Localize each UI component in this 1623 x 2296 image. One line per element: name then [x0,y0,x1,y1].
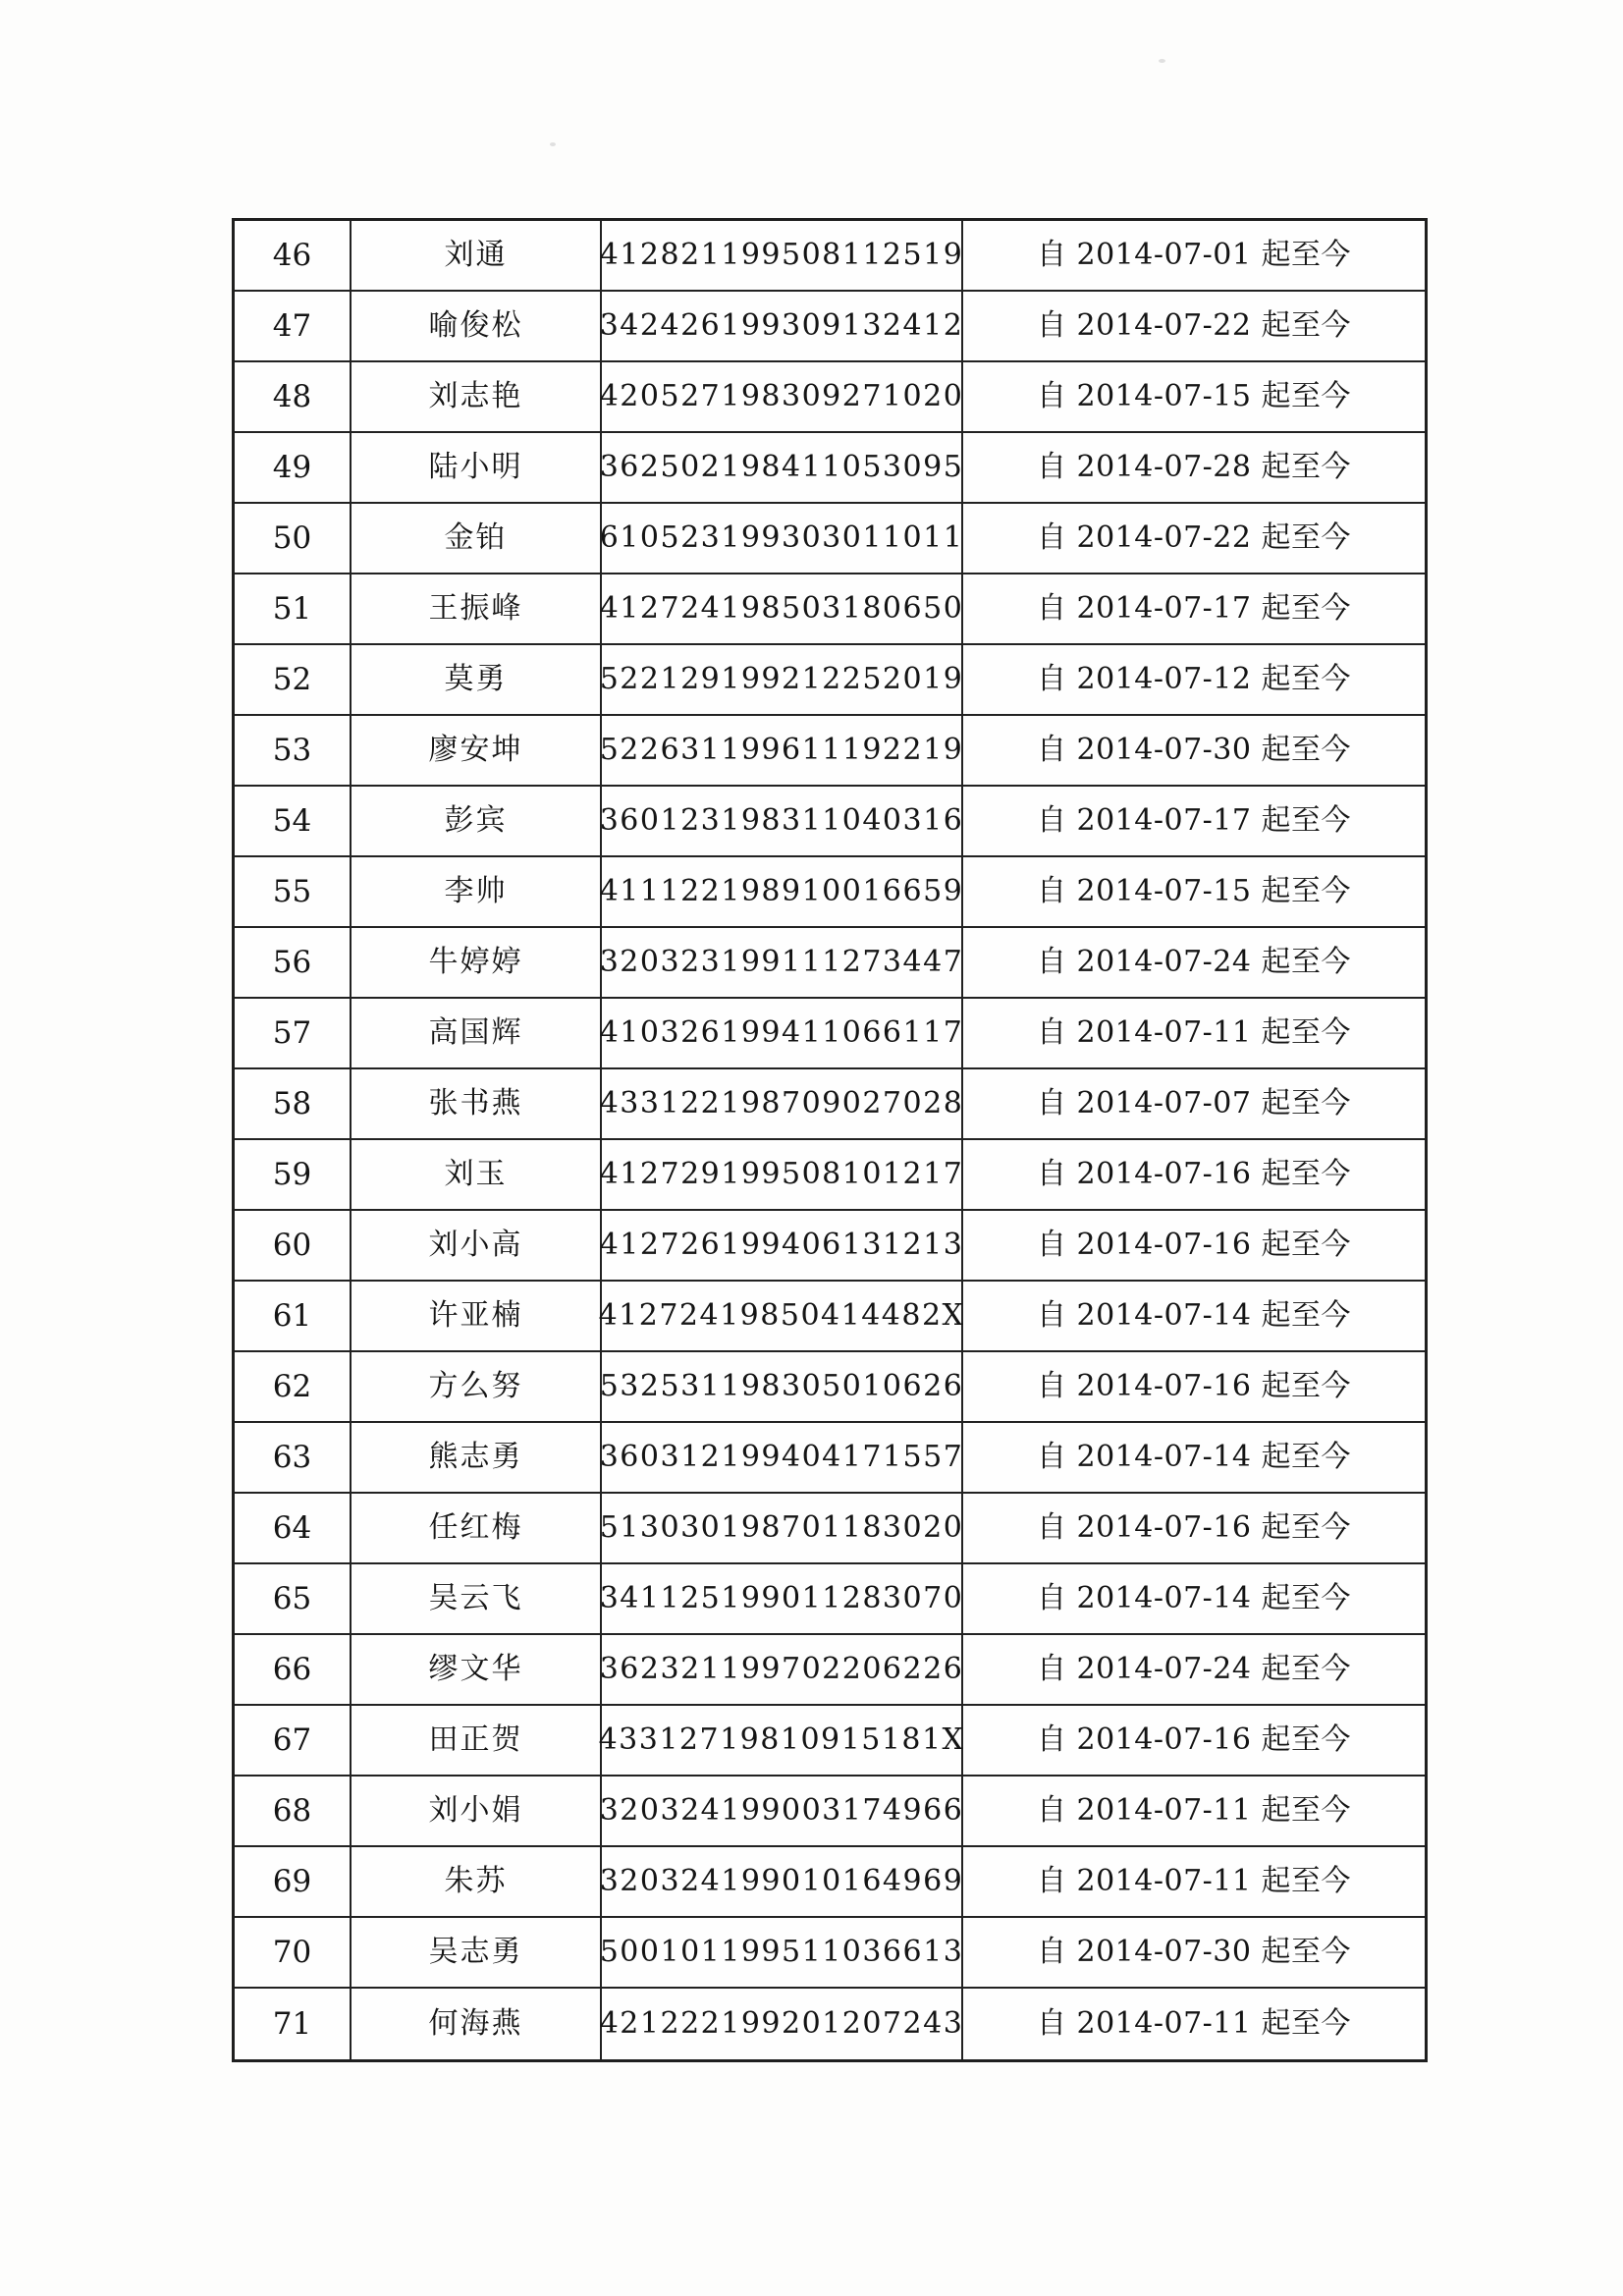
period-cell: 自 2014-07-16 起至今 [963,1352,1425,1423]
id-number-cell: 320323199111273447 [602,928,963,999]
row-number-cell: 54 [235,787,352,857]
row-number-cell: 65 [235,1564,352,1635]
period-cell: 自 2014-07-12 起至今 [963,645,1425,716]
name-cell: 任红梅 [352,1494,602,1564]
id-number-cell: 320324199003174966 [602,1777,963,1847]
id-number-cell: 342426199309132412 [602,292,963,362]
period-cell: 自 2014-07-14 起至今 [963,1423,1425,1494]
id-number-cell: 410326199411066117 [602,999,963,1069]
name-cell: 莫勇 [352,645,602,716]
period-cell: 自 2014-07-30 起至今 [963,1918,1425,1989]
id-number-cell: 360123198311040316 [602,787,963,857]
period-cell: 自 2014-07-01 起至今 [963,221,1425,292]
id-number-cell: 41272419850414482X [602,1282,963,1352]
period-cell: 自 2014-07-11 起至今 [1036,2006,1352,2041]
id-number-cell: 522129199212252019 [602,645,963,716]
id-number-cell: 421222199201207243 [602,1989,963,2059]
period-cell: 自 2014-07-24 起至今 [963,1635,1425,1706]
name-cell: 何海燕 [352,1989,602,2059]
name-cell: 熊志勇 [352,1423,602,1494]
name-cell: 金铂 [352,504,602,574]
id-number-cell: 610523199303011011 [602,504,963,574]
row-number-cell: 49 [235,433,352,504]
period-cell: 自 2014-07-22 起至今 [963,292,1425,362]
name-cell: 刘通 [352,221,602,292]
roster-table [232,218,1428,2062]
period-cell: 自 2014-07-14 起至今 [963,1564,1425,1635]
period-cell: 自 2014-07-16 起至今 [963,1706,1425,1777]
row-number-cell: 69 [235,1847,352,1918]
period-cell: 自 2014-07-15 起至今 [963,362,1425,433]
id-number-cell: 420527198309271020 [602,362,963,433]
row-number-cell: 47 [235,292,352,362]
name-cell: 刘玉 [352,1140,602,1211]
row-number-cell: 68 [235,1777,352,1847]
row-number-cell: 51 [235,574,352,645]
period-cell: 自 2014-07-24 起至今 [963,928,1425,999]
row-number-cell: 53 [235,716,352,787]
period-cell: 自 2014-07-11 起至今 [963,999,1425,1069]
id-number-cell: 412729199508101217 [602,1140,963,1211]
period-cell: 自 2014-07-11 起至今 [963,1777,1425,1847]
id-number-cell: 412724198503180650 [602,574,963,645]
name-cell: 许亚楠 [352,1282,602,1352]
id-number-cell: 532531198305010626 [602,1352,963,1423]
name-cell: 李帅 [352,857,602,928]
row-number-cell: 67 [235,1706,352,1777]
period-cell: 自 2014-07-22 起至今 [963,504,1425,574]
name-cell: 田正贺 [352,1706,602,1777]
period-cell: 自 2014-07-17 起至今 [963,574,1425,645]
name-cell: 廖安坤 [352,716,602,787]
name-cell: 张书燕 [352,1069,602,1140]
row-number-cell: 55 [235,857,352,928]
id-number-cell: 500101199511036613 [602,1918,963,1989]
row-number-cell: 60 [235,1211,352,1282]
period-cell: 自 2014-07-14 起至今 [963,1282,1425,1352]
period-cell: 自 2014-07-16 起至今 [963,1140,1425,1211]
row-number-cell: 58 [235,1069,352,1140]
id-number-cell: 320324199010164969 [602,1847,963,1918]
period-cell: 自 2014-07-11 起至今 [963,1847,1425,1918]
period-cell: 自 2014-07-16 起至今 [963,1211,1425,1282]
name-cell: 喻俊松 [352,292,602,362]
row-number-cell: 46 [235,221,352,292]
name-cell: 彭宾 [352,787,602,857]
id-number-cell: 362502198411053095 [602,433,963,504]
row-number-cell: 64 [235,1494,352,1564]
id-number-cell: 341125199011283070 [602,1564,963,1635]
row-number-cell: 48 [235,362,352,433]
scan-speck [1159,59,1165,63]
row-number-cell: 71 [235,1989,352,2059]
id-number-cell: 360312199404171557 [602,1423,963,1494]
name-cell: 刘小高 [352,1211,602,1282]
name-cell: 高国辉 [352,999,602,1069]
row-number-cell: 59 [235,1140,352,1211]
id-number-cell: 411122198910016659 [602,857,963,928]
id-number-cell: 433122198709027028 [602,1069,963,1140]
row-number-cell: 63 [235,1423,352,1494]
period-cell: 自 2014-07-16 起至今 [963,1494,1425,1564]
name-cell: 吴云飞 [352,1564,602,1635]
period-cell: 自 2014-07-17 起至今 [963,787,1425,857]
id-number-cell: 43312719810915181X [602,1706,963,1777]
name-cell: 刘小娟 [352,1777,602,1847]
row-number-cell: 66 [235,1635,352,1706]
row-number-cell: 56 [235,928,352,999]
row-number-cell: 50 [235,504,352,574]
row-number-cell: 70 [235,1918,352,1989]
period-cell: 自 2014-07-07 起至今 [963,1069,1425,1140]
period-cell: 自 2014-07-30 起至今 [963,716,1425,787]
id-number-cell: 522631199611192219 [602,716,963,787]
name-cell: 陆小明 [352,433,602,504]
id-number-cell: 412821199508112519 [602,221,963,292]
id-number-cell: 362321199702206226 [602,1635,963,1706]
name-cell: 吴志勇 [352,1918,602,1989]
row-number-cell: 52 [235,645,352,716]
scan-speck [550,142,556,146]
row-number-cell: 62 [235,1352,352,1423]
period-cell: 自 2014-07-28 起至今 [963,433,1425,504]
id-number-cell: 412726199406131213 [602,1211,963,1282]
row-number-cell: 61 [235,1282,352,1352]
name-cell: 王振峰 [352,574,602,645]
name-cell: 方么努 [352,1352,602,1423]
name-cell: 朱苏 [352,1847,602,1918]
name-cell: 牛婷婷 [352,928,602,999]
name-cell: 缪文华 [352,1635,602,1706]
name-cell: 刘志艳 [352,362,602,433]
row-number-cell: 57 [235,999,352,1069]
period-cell: 自 2014-07-15 起至今 [963,857,1425,928]
id-number-cell: 513030198701183020 [602,1494,963,1564]
